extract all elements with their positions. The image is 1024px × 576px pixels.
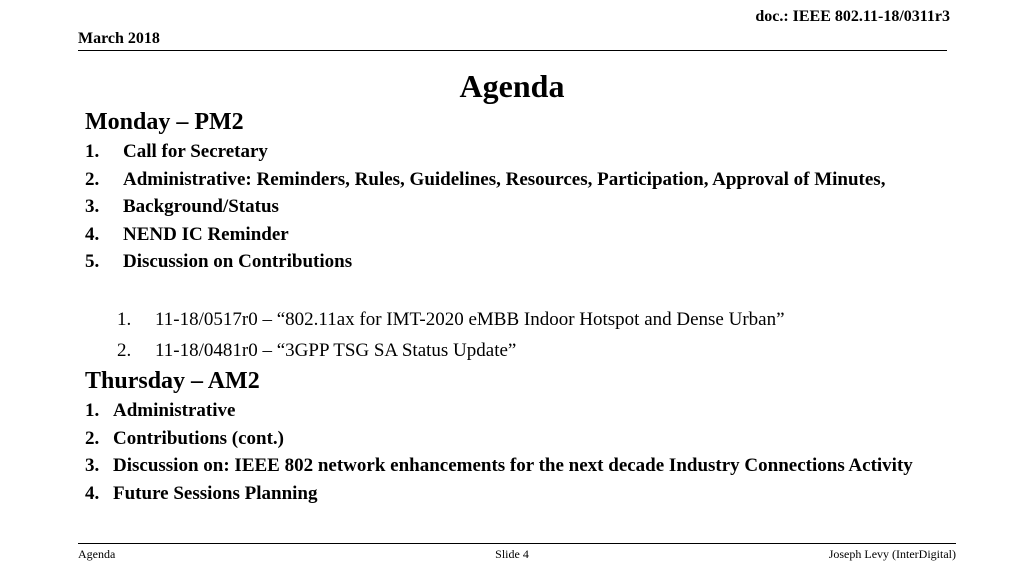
thursday-heading: Thursday – AM2 bbox=[85, 368, 260, 394]
header-divider bbox=[78, 50, 947, 51]
thursday-agenda-list bbox=[85, 398, 955, 506]
item-number: 3. bbox=[85, 455, 100, 476]
list-item bbox=[85, 167, 915, 193]
slide-title: Agenda bbox=[459, 68, 565, 104]
item-text: Contributions (cont.) bbox=[113, 427, 285, 449]
footer-section: Agenda bbox=[78, 547, 116, 561]
item-text: Administrative: Reminders, Rules, Guidelines, Resources, Participation, Approval of Minutes, bbox=[123, 168, 886, 190]
item-text: Future Sessions Planning bbox=[113, 482, 318, 504]
list-item bbox=[85, 426, 955, 452]
item-text: Background/Status bbox=[123, 196, 279, 217]
document-id: doc.: IEEE 802.11-18/0311r3 bbox=[755, 8, 950, 25]
item-text: Discussion on: IEEE 802 network enhancements for the next decade Industry Connections Activity bbox=[113, 455, 913, 476]
list-item bbox=[117, 335, 947, 366]
item-text: Discussion on Contributions bbox=[123, 251, 353, 272]
monday-heading: Monday – PM2 bbox=[85, 109, 244, 135]
contributions-sublist bbox=[117, 304, 947, 366]
item-number: 1. bbox=[85, 141, 100, 162]
monday-agenda-list bbox=[85, 139, 915, 275]
list-item bbox=[85, 249, 915, 275]
footer-divider bbox=[78, 543, 956, 544]
item-text: Administrative bbox=[113, 400, 236, 421]
list-item bbox=[117, 304, 947, 335]
list-item bbox=[85, 481, 955, 507]
list-item bbox=[85, 453, 955, 479]
item-number: 1. bbox=[85, 400, 100, 421]
item-number: 5. bbox=[85, 251, 100, 272]
footer-slide-number: Slide 4 bbox=[495, 547, 529, 561]
item-number: 2. bbox=[117, 340, 132, 361]
item-text: 11-18/0517r0 – “802.11ax for IMT-2020 eMBB Indoor Hotspot and Dense Urban” bbox=[155, 309, 785, 330]
item-number: 3. bbox=[85, 196, 100, 217]
footer-author: Joseph Levy (InterDigital) bbox=[828, 547, 956, 561]
item-text: Call for Secretary bbox=[123, 141, 268, 162]
item-text: NEND IC Reminder bbox=[123, 223, 289, 245]
list-item bbox=[85, 194, 915, 220]
item-number: 4. bbox=[85, 223, 100, 245]
list-item bbox=[85, 398, 955, 424]
document-date: March 2018 bbox=[78, 30, 160, 47]
item-number: 1. bbox=[117, 309, 132, 330]
item-text: 11-18/0481r0 – “3GPP TSG SA Status Update” bbox=[155, 340, 517, 361]
list-item bbox=[85, 139, 915, 165]
item-number: 2. bbox=[85, 427, 100, 449]
list-item bbox=[85, 222, 915, 248]
item-number: 2. bbox=[85, 168, 100, 190]
item-number: 4. bbox=[85, 482, 100, 504]
